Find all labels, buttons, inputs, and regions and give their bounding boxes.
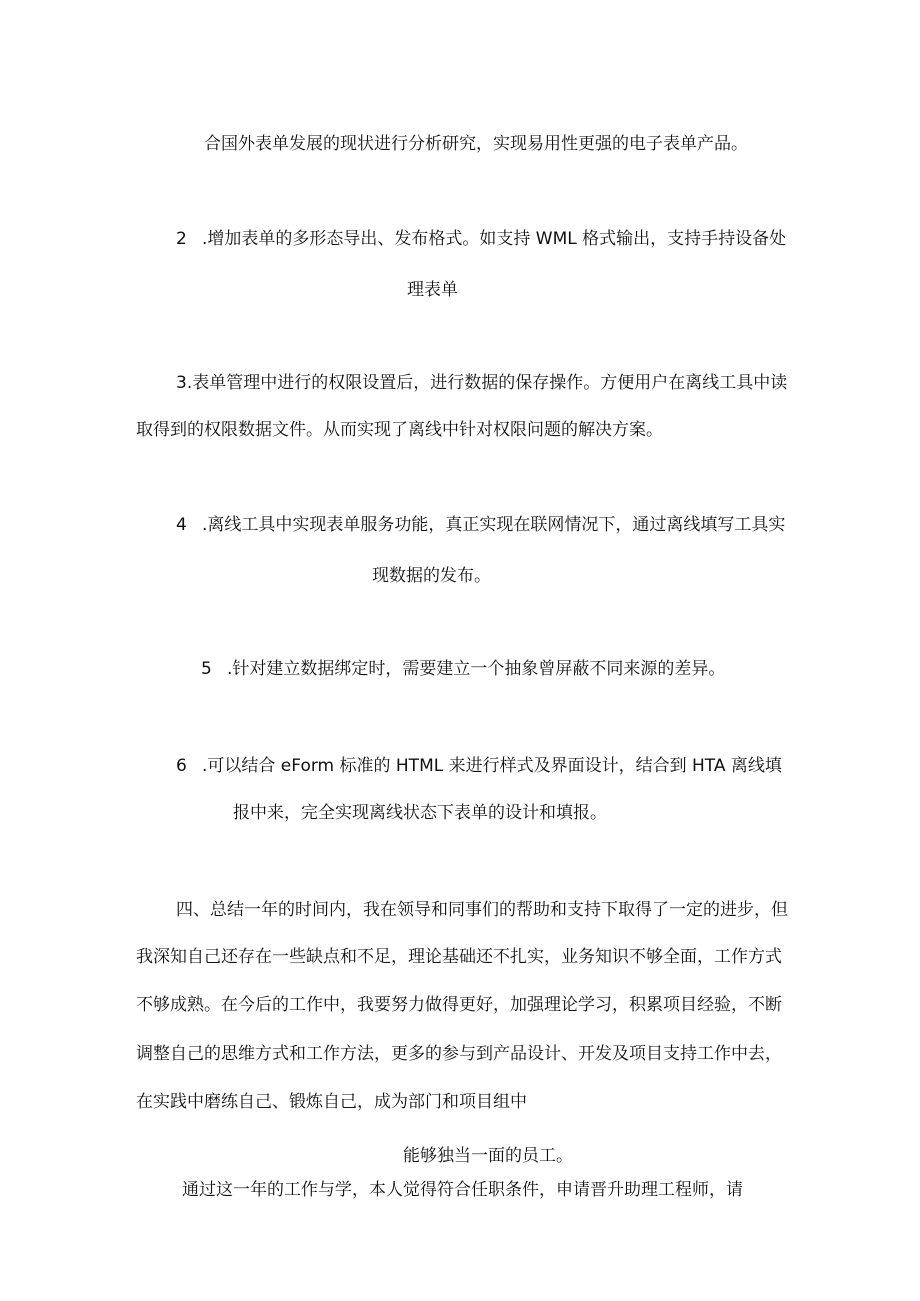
list-item-3-line1 — [176, 372, 787, 394]
final-line: 通过这一年的工作与学，本人觉得符合任职条件，申请晋升助理工程师，请 — [182, 1180, 743, 1200]
summary-line-4: 调整自己的思维方式和工作方法，更多的参与到产品设计、开发及项目支持工作中去， — [136, 1044, 782, 1064]
intro-line: 合国外表单发展的现状进行分析研究，实现易用性更强的电子表单产品。 — [204, 134, 748, 154]
list-item-6-line1 — [176, 755, 782, 777]
list-item-2-line1 — [176, 228, 786, 250]
list-item-2-line2: 理表单 — [407, 280, 458, 300]
list-item-text: .离线工具中实现表单服务功能，真正实现在联网情况下，通过离线填写工具实 — [202, 515, 786, 535]
list-item-number: 6 — [176, 756, 187, 776]
list-item-text: .增加表单的多形态导出、发布格式。如支持 WML 格式输出，支持手持设备处 — [202, 229, 787, 249]
summary-line-3: 不够成熟。在今后的工作中，我要努力做得更好，加强理论学习，积累项目经验，不断 — [136, 995, 782, 1015]
list-item-4-line2: 现数据的发布。 — [372, 566, 491, 586]
list-item-6-line2: 报中来，完全实现离线状态下表单的设计和填报。 — [233, 803, 607, 823]
list-item-number: 2 — [176, 229, 187, 249]
list-item-number: 5 — [201, 659, 212, 679]
list-item-number: 4 — [176, 515, 187, 535]
list-item-text: .表单管理中进行的权限设置后，进行数据的保存操作。方便用户在离线工具中读 — [186, 373, 788, 393]
summary-line-2: 我深知自己还存在一些缺点和不足，理论基础还不扎实，业务知识不够全面，工作方式 — [136, 947, 782, 967]
closing-line: 能够独当一面的员工。 — [403, 1146, 573, 1166]
summary-line-5: 在实践中磨练自己、锻炼自己，成为部门和项目组中 — [136, 1092, 527, 1112]
list-item-3-line2: 取得到的权限数据文件。从而实现了离线中针对权限问题的解决方案。 — [136, 420, 663, 440]
list-item-4-line1 — [176, 514, 785, 536]
list-item-5-line1 — [201, 658, 725, 680]
list-item-text: .针对建立数据绑定时，需要建立一个抽象曾屏蔽不同来源的差异。 — [227, 659, 726, 679]
list-item-text: .可以结合 eForm 标准的 HTML 来进行样式及界面设计，结合到 HTA 离线填 — [202, 756, 782, 776]
summary-line-1: 四、总结一年的时间内，我在领导和同事们的帮助和支持下取得了一定的进步，但 — [176, 900, 788, 920]
list-item-number: 3 — [176, 373, 187, 393]
